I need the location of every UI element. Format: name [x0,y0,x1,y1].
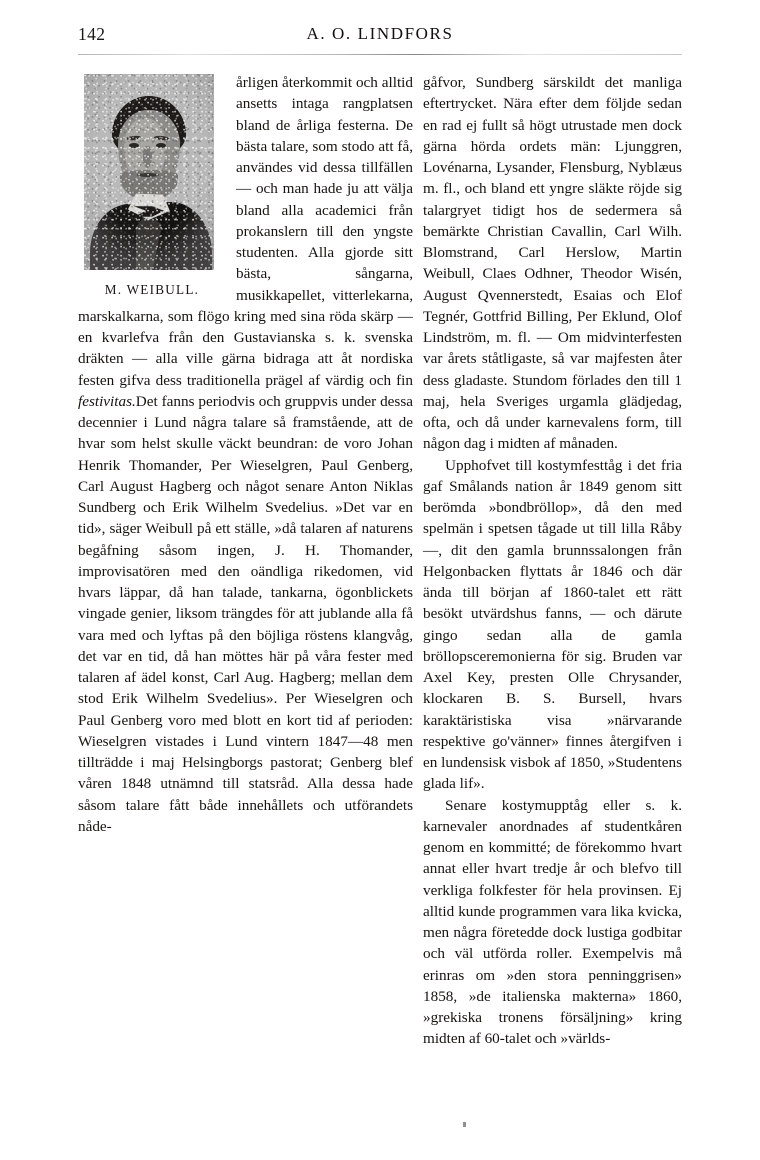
paragraph-text-cont: Det fanns periodvis och gruppvis under dessa decennier i Lund några talare så framstående, att de hvar som helst skulle väckt beundran: de voro Johan Henrik Thomander, Per Wieselgren, Paul Genberg, Carl August Hagberg och något senare Anton Niklas Sundberg och Erik Wilhelm Svedelius. »Det var en tid», säger Weibull på ett ställe, »då talaren af naturens begåfning såsom ingen, J. H. Thomander, improvisatören med den oändliga rikedomen, vid hvars läppar, då han talade, tankarna, ögonblickets vingade genier, liksom trängdes för att jublande alla få vara med och lyftas på den böjliga röstens klangvåg, det var en tid, då han möttes här på våra fester med talaren af ädel konst, Carl Aug. Hagberg; mellan dem stod Erik Wilhelm Svedelius». Per Wieselgren och Paul Genberg voro med blott en kort tid af perioden: Wieselgren vistades i Lund vintern 1847—48 men tillträdde i maj Helsingborgs pastorat; Genberg blef våren 1848 utnämnd till statsråd. Alla dessa hade såsom talare fått både innehållets och utförandets nåde- [78,392,413,835]
header-rule [78,54,682,55]
portrait-vignette [84,74,214,270]
scan-artifact-speck [463,1122,466,1127]
running-title: A. O. LINDFORS [306,24,454,43]
figure-portrait [78,74,226,300]
page-number: 142 [78,24,106,44]
text-column-left [78,72,413,837]
text-column-right [423,72,682,1050]
paragraph-right-1: gåfvor, Sundberg särskildt det manliga eftertrycket. Nära efter dem följde sedan en rad ej fullt så högt utrustade men dock gärna hörda ordets män: Ljunggren, Lovénarna, Lysander, Flensburg, Nyblæus m. fl., och bland ett yngre släkte röjde sig talargryet tidigt hos de sedermera så bemärkte Christian Cavallin, Carl Wilh. Blomstrand, Carl Herslow, Martin Weibull, Claes Odhner, Theodor Wisén, August Qvennerstedt, Esaias och Elof Tegnér, Gottfrid Billing, Per Eklund, Olof Lindström, m. fl. — Om midvinterfesten var årets ståtligaste, så var majfesten åter dess gladaste. Stundom förlades den till 1 maj, hela Sveriges urgamla glädjedag, ofta, och då under karnevalens form, till någon dag i midten af månaden. [423,74,682,453]
paragraph-text: årligen återkommit och alltid ansetts intaga rangplatsen bland de årliga festerna. De bästa talare, som stodo att få, användes vid dessa tillfällen — och man hade ju att välja bland alla academici från prokanslern till den yngste studenten. Alla gjorde sitt bästa, sångarna, musikkapellet, vitterlekarna, marskalkarna, som flögo kring med sina röda skärp — en kvarlefva från den Gustavianska s. k. svenska dräkten — alla ville gärna bidraga att åt nordiska festen gifva dess traditionella prägel af värdig och fin [78,74,413,389]
paragraph-right-2: Upphofvet till kostymfesttåg i det fria gaf Smålands nation år 1849 genom sitt berömda »bondbröllop», då den med spelmän i spetsen tågade ut till lilla Råby —, dit den gamla brunnssalongen från Helgonbacken flyttats år 1846 och där ända till början af 1860-talet ett rätt besökt utvärdshus fanns, — och därute gingo sedan alla de gamla bröllopsceremonierna för sig. Bruden var Axel Key, presten Olle Chrysander, klockaren B. S. Bursell, hvars karaktäristiska visa »närvarande respektive go'vänner» finnes återgifven i en lundensisk visbok af 1850, »Studentens glada lif». [423,456,683,793]
paragraph-right-3: Senare kostymupptåg eller s. k. karnevaler anordnades af studentkåren genom en kommitté; de förekommo hvart annat eller hvart tredje år och blefvo till verkliga folkfester för hela provinsen. Ej alltid kunde programmen vara lika kvicka, men några företedde dock lustiga godbitar och väl utförda roller. Exempelvis må erinras om »den stora penninggrisen» 1858, »de italienska makterna» 1860, »grekiska tronens försäljning» kring midten af 60-talet och »världs- [423,796,682,1048]
portrait-photo-image [84,74,214,270]
running-head [78,24,682,50]
figure-caption: M. WEIBULL. [104,282,200,297]
italic-term-festivitas: festivitas. [78,392,136,410]
